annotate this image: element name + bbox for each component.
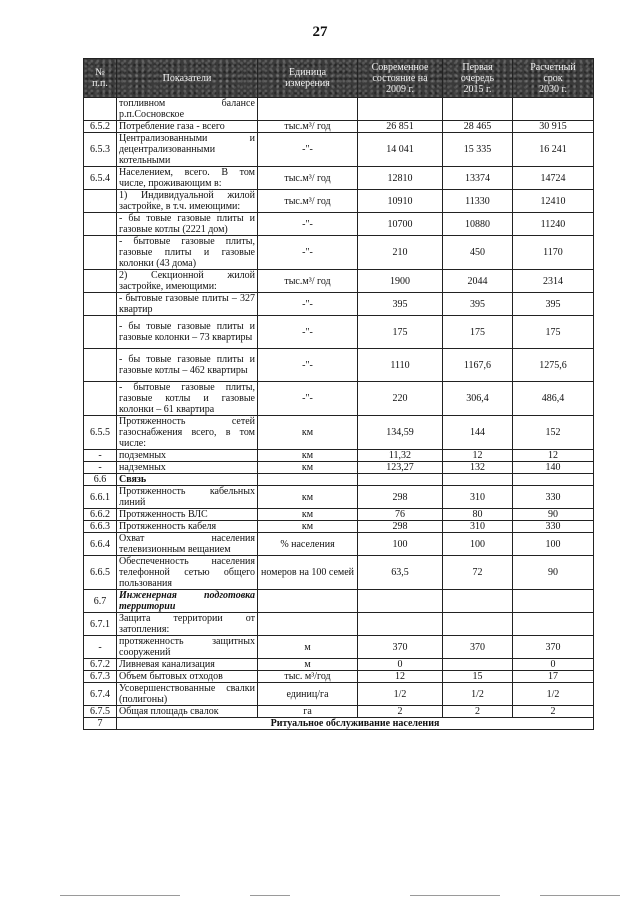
table-body xyxy=(84,98,594,718)
cell-indicator: 1) Индивидуальной жилой застройке, в т.ч. имеющими: xyxy=(117,190,258,213)
cell-target-value: 11240 xyxy=(513,213,594,236)
cell-num xyxy=(84,316,117,349)
cell-current-value: 10910 xyxy=(358,190,443,213)
table-row xyxy=(84,462,594,474)
table-row xyxy=(84,270,594,293)
header-current xyxy=(358,59,443,98)
cell-current-value: 63,5 xyxy=(358,556,443,590)
cell-num xyxy=(84,236,117,270)
cell-current-value: 12 xyxy=(358,671,443,683)
cell-first-stage-value: 2 xyxy=(443,706,513,718)
cell-target-value: 370 xyxy=(513,636,594,659)
cell-target-value: 175 xyxy=(513,316,594,349)
cell-current-value: 175 xyxy=(358,316,443,349)
cell-indicator: - бы товые газовые плиты и газовые котлы – 462 квартиры xyxy=(117,349,258,382)
cell-unit: тыс.м³/ год xyxy=(258,167,358,190)
cell-first-stage-value xyxy=(443,659,513,671)
table-row xyxy=(84,556,594,590)
cell-first-stage-value: 100 xyxy=(443,533,513,556)
table-row xyxy=(84,521,594,533)
cell-num xyxy=(84,190,117,213)
cell-indicator: Населением, всего. В том числе, проживающим в: xyxy=(117,167,258,190)
cell-indicator: - бы товые газовые плиты и газовые колонки – 73 квартиры xyxy=(117,316,258,349)
cell-current-value: 12810 xyxy=(358,167,443,190)
table-row xyxy=(84,486,594,509)
cell-indicator: Инженерная подготовка территории xyxy=(117,590,258,613)
cell-target-value: 330 xyxy=(513,521,594,533)
cell-num: 6.6.2 xyxy=(84,509,117,521)
cell-target-value: 330 xyxy=(513,486,594,509)
cell-first-stage-value: 306,4 xyxy=(443,382,513,416)
cell-target-value: 90 xyxy=(513,509,594,521)
cell-num: - xyxy=(84,636,117,659)
cell-indicator: - бы товые газовые плиты и газовые котлы (2221 дом) xyxy=(117,213,258,236)
table-row xyxy=(84,590,594,613)
table-row xyxy=(84,121,594,133)
table-row xyxy=(84,706,594,718)
cell-first-stage-value: 72 xyxy=(443,556,513,590)
cell-first-stage-value: 1167,6 xyxy=(443,349,513,382)
table-row xyxy=(84,98,594,121)
header-unit xyxy=(258,59,358,98)
cell-current-value: 298 xyxy=(358,521,443,533)
table-header xyxy=(84,59,594,98)
cell-current-value: 0 xyxy=(358,659,443,671)
cell-indicator: - бытовые газовые плиты, газовые плиты и газовые колонки (43 дома) xyxy=(117,236,258,270)
cell-num xyxy=(84,382,117,416)
cell-indicator: Объем бытовых отходов xyxy=(117,671,258,683)
cell-current-value: 1110 xyxy=(358,349,443,382)
cell-num: 6.6.5 xyxy=(84,556,117,590)
header-target-text: Расчетный срок 2030 г. xyxy=(530,61,576,95)
cell-indicator: Усовершенствованные свалки (полигоны) xyxy=(117,683,258,706)
cell-first-stage-value: 10880 xyxy=(443,213,513,236)
cell-current-value: 1900 xyxy=(358,270,443,293)
cell-indicator: Протяженность ВЛС xyxy=(117,509,258,521)
cell-indicator: Общая площадь свалок xyxy=(117,706,258,718)
cell-target-value: 100 xyxy=(513,533,594,556)
cell-num: 6.7.4 xyxy=(84,683,117,706)
cell-num xyxy=(84,293,117,316)
cell-first-stage-value: 175 xyxy=(443,316,513,349)
table-row xyxy=(84,474,594,486)
cell-target-value: 16 241 xyxy=(513,133,594,167)
cell-num: 6.5.5 xyxy=(84,416,117,450)
cell-num xyxy=(84,98,117,121)
cell-indicator: Связь xyxy=(117,474,258,486)
cell-indicator: Протяженность кабеля xyxy=(117,521,258,533)
table-row xyxy=(84,509,594,521)
cell-current-value xyxy=(358,590,443,613)
cell-target-value: 395 xyxy=(513,293,594,316)
cell-current-value: 134,59 xyxy=(358,416,443,450)
cell-num: 6.7.5 xyxy=(84,706,117,718)
cell-target-value: 1170 xyxy=(513,236,594,270)
cell-unit: км xyxy=(258,450,358,462)
cell-unit xyxy=(258,474,358,486)
cell-target-value: 14724 xyxy=(513,167,594,190)
cell-current-value: 2 xyxy=(358,706,443,718)
cell-first-stage-value: 395 xyxy=(443,293,513,316)
header-first-stage xyxy=(443,59,513,98)
indicators-table xyxy=(83,58,594,730)
cell-current-value: 1/2 xyxy=(358,683,443,706)
cell-unit xyxy=(258,613,358,636)
cell-unit: -"- xyxy=(258,316,358,349)
cell-current-value: 26 851 xyxy=(358,121,443,133)
table-row xyxy=(84,293,594,316)
cell-current-value: 210 xyxy=(358,236,443,270)
table-row xyxy=(84,416,594,450)
cell-num: 6.6.4 xyxy=(84,533,117,556)
cell-num: - xyxy=(84,450,117,462)
cell-unit: % населения xyxy=(258,533,358,556)
cell-unit: м xyxy=(258,659,358,671)
cell-num: 6.7 xyxy=(84,590,117,613)
cell-unit: единиц/га xyxy=(258,683,358,706)
cell-first-stage-value: 310 xyxy=(443,486,513,509)
cell-indicator: Ливневая канализация xyxy=(117,659,258,671)
cell-target-value: 152 xyxy=(513,416,594,450)
cell-unit: -"- xyxy=(258,293,358,316)
table-row xyxy=(84,382,594,416)
table-row xyxy=(84,236,594,270)
cell-unit: -"- xyxy=(258,349,358,382)
cell-num: 6.5.4 xyxy=(84,167,117,190)
table-row xyxy=(84,167,594,190)
cell-unit: тыс.м³/ год xyxy=(258,190,358,213)
cell-unit: м xyxy=(258,636,358,659)
table-row xyxy=(84,533,594,556)
header-num xyxy=(84,59,117,98)
cell-num: 6.5.2 xyxy=(84,121,117,133)
cell-indicator: подземных xyxy=(117,450,258,462)
cell-target-value: 17 xyxy=(513,671,594,683)
cell-unit: км xyxy=(258,486,358,509)
cell-current-value: 123,27 xyxy=(358,462,443,474)
cell-current-value: 11,32 xyxy=(358,450,443,462)
cell-target-value xyxy=(513,590,594,613)
cell-first-stage-value: 13374 xyxy=(443,167,513,190)
cell-target-value: 0 xyxy=(513,659,594,671)
cell-target-value: 2314 xyxy=(513,270,594,293)
cell-current-value: 10700 xyxy=(358,213,443,236)
cell-indicator: Обеспеченность населения телефонной сетью общего пользования xyxy=(117,556,258,590)
cell-indicator: Централизованными и децентрализованными котельными xyxy=(117,133,258,167)
header-indicator-text: Показатели xyxy=(162,72,212,84)
cell-num xyxy=(84,213,117,236)
cell-num xyxy=(84,270,117,293)
cell-num: 6.5.3 xyxy=(84,133,117,167)
cell-first-stage-value xyxy=(443,474,513,486)
cell-current-value: 370 xyxy=(358,636,443,659)
cell-first-stage-value: 15 xyxy=(443,671,513,683)
cell-first-stage-value: 132 xyxy=(443,462,513,474)
header-unit-text: Единица измерения xyxy=(285,67,330,89)
cell-current-value: 76 xyxy=(358,509,443,521)
cell-indicator: 2) Секционной жилой застройке, имеющими: xyxy=(117,270,258,293)
cell-target-value: 12410 xyxy=(513,190,594,213)
cell-unit: км xyxy=(258,509,358,521)
cell-unit: км xyxy=(258,462,358,474)
cell-target-value xyxy=(513,613,594,636)
cell-target-value: 1275,6 xyxy=(513,349,594,382)
table-row xyxy=(84,636,594,659)
cell-first-stage-value xyxy=(443,590,513,613)
cell-current-value: 14 041 xyxy=(358,133,443,167)
cell-target-value: 486,4 xyxy=(513,382,594,416)
cell-num: 6.7.1 xyxy=(84,613,117,636)
cell-indicator: протяженность защитных сооружений xyxy=(117,636,258,659)
cell-current-value xyxy=(358,98,443,121)
cell-first-stage-value: 450 xyxy=(443,236,513,270)
cell-first-stage-value xyxy=(443,98,513,121)
table-row xyxy=(84,683,594,706)
table-row xyxy=(84,671,594,683)
cell-target-value xyxy=(513,98,594,121)
header-target xyxy=(513,59,594,98)
cell-indicator: Протяженность кабельных линий xyxy=(117,486,258,509)
cell-unit: -"- xyxy=(258,213,358,236)
cell-unit: -"- xyxy=(258,236,358,270)
cell-target-value: 12 xyxy=(513,450,594,462)
cell-num: 6.7.3 xyxy=(84,671,117,683)
cell-unit: га xyxy=(258,706,358,718)
cell-unit: км xyxy=(258,521,358,533)
cell-unit: -"- xyxy=(258,382,358,416)
table-row xyxy=(84,316,594,349)
table-row xyxy=(84,213,594,236)
cell-unit: тыс.м³/ год xyxy=(258,270,358,293)
table-footer xyxy=(84,718,594,730)
cell-first-stage-value: 12 xyxy=(443,450,513,462)
cell-num: 6.6.3 xyxy=(84,521,117,533)
cell-unit: номеров на 100 семей xyxy=(258,556,358,590)
cell-first-stage-value: 11330 xyxy=(443,190,513,213)
cell-target-value: 140 xyxy=(513,462,594,474)
header-num-text: № п.п. xyxy=(92,67,108,89)
cell-first-stage-value: 1/2 xyxy=(443,683,513,706)
table-row xyxy=(84,659,594,671)
cell-target-value: 1/2 xyxy=(513,683,594,706)
cell-indicator: Защита территории от затопления: xyxy=(117,613,258,636)
cell-indicator: надземных xyxy=(117,462,258,474)
cell-indicator: топливном балансе р.п.Сосновское xyxy=(117,98,258,121)
cell-unit: тыс. м³/год xyxy=(258,671,358,683)
cell-unit xyxy=(258,590,358,613)
table-row xyxy=(84,190,594,213)
cell-target-value: 2 xyxy=(513,706,594,718)
table-row-ritual xyxy=(84,718,594,730)
cell-num: 6.7.2 xyxy=(84,659,117,671)
cell-indicator: - бытовые газовые плиты – 327 квартир xyxy=(117,293,258,316)
table-row xyxy=(84,349,594,382)
header-current-text: Современное состояние на 2009 г. xyxy=(371,61,429,95)
section-title-ritual: Ритуальное обслуживание населения xyxy=(117,718,594,730)
cell-current-value: 220 xyxy=(358,382,443,416)
table-row xyxy=(84,613,594,636)
cell-unit: км xyxy=(258,416,358,450)
cell-current-value xyxy=(358,474,443,486)
scan-bottom-edge xyxy=(0,893,640,899)
cell-num xyxy=(84,349,117,382)
cell-first-stage-value: 80 xyxy=(443,509,513,521)
cell-first-stage-value: 370 xyxy=(443,636,513,659)
cell-first-stage-value: 144 xyxy=(443,416,513,450)
cell-first-stage-value: 310 xyxy=(443,521,513,533)
cell-target-value: 90 xyxy=(513,556,594,590)
page-number: 27 xyxy=(312,24,328,40)
header-first-stage-text: Первая очередь 2015 г. xyxy=(460,61,495,95)
cell-indicator: - бытовые газовые плиты, газовые котлы и газовые колонки – 61 квартира xyxy=(117,382,258,416)
cell-indicator: Потребление газа - всего xyxy=(117,121,258,133)
table-row xyxy=(84,133,594,167)
cell-current-value: 100 xyxy=(358,533,443,556)
cell-first-stage-value xyxy=(443,613,513,636)
cell-unit: тыс.м³/ год xyxy=(258,121,358,133)
table-row xyxy=(84,450,594,462)
cell-num: 6.6.1 xyxy=(84,486,117,509)
cell-current-value: 395 xyxy=(358,293,443,316)
cell-unit: -"- xyxy=(258,133,358,167)
cell-first-stage-value: 28 465 xyxy=(443,121,513,133)
cell-indicator: Охват населения телевизионным вещанием xyxy=(117,533,258,556)
cell-current-value xyxy=(358,613,443,636)
header-indicator xyxy=(117,59,258,98)
cell-first-stage-value: 15 335 xyxy=(443,133,513,167)
cell-current-value: 298 xyxy=(358,486,443,509)
cell-target-value xyxy=(513,474,594,486)
cell-num: - xyxy=(84,462,117,474)
cell-indicator: Протяженность сетей газоснабжения всего, в том числе: xyxy=(117,416,258,450)
cell-unit xyxy=(258,98,358,121)
cell-num: 6.6 xyxy=(84,474,117,486)
cell-num: 7 xyxy=(84,718,117,730)
cell-target-value: 30 915 xyxy=(513,121,594,133)
cell-first-stage-value: 2044 xyxy=(443,270,513,293)
